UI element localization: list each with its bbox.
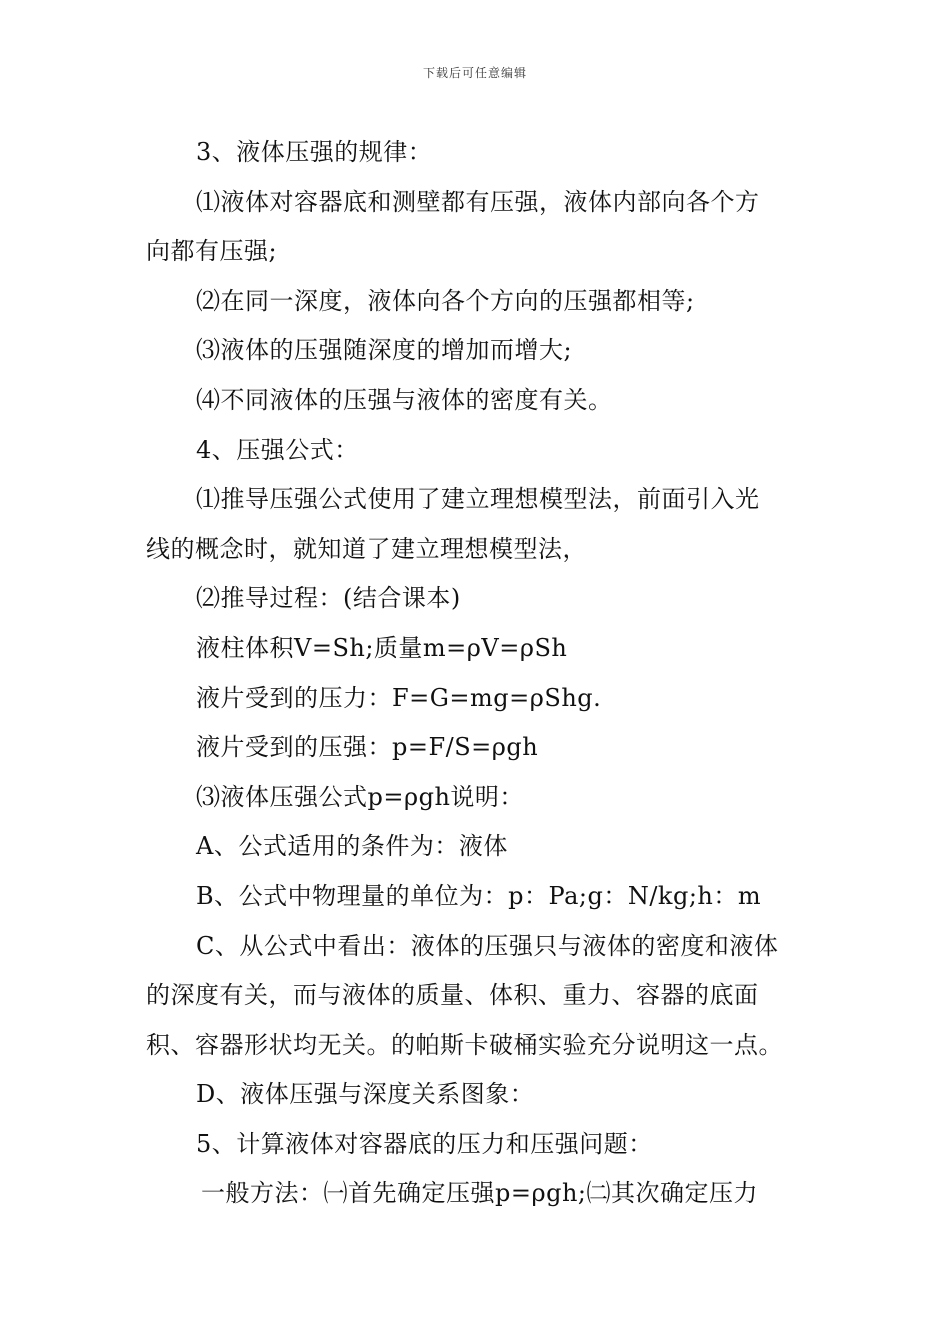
section-5-heading: 5、计算液体对容器底的压力和压强问题： [196, 1129, 653, 1158]
paragraph-line: ⑴液体对容器底和测壁都有压强，液体内部向各个方 [196, 187, 760, 216]
list-item: C、从公式中看出：液体的压强只与液体的密度和液体 [196, 931, 779, 960]
paragraph-line: ⑶液体的压强随深度的增加而增大; [196, 336, 573, 365]
paragraph-line: ⑶液体压强公式p=ρgh说明： [196, 782, 524, 811]
paragraph-line: ⑷不同液体的压强与液体的密度有关。 [196, 385, 613, 414]
formula-line: 液柱体积V=Sh;质量m=ρV=ρSh [196, 633, 568, 662]
paragraph-line: ⑵推导过程：(结合课本) [196, 584, 461, 613]
section-3-heading: 3、液体压强的规律： [196, 138, 433, 166]
formula-line: 液片受到的压强：p=F/S=ρgh [196, 733, 539, 762]
page-header: 下载后可任意编辑 [422, 66, 527, 80]
list-item: D、液体压强与深度关系图象： [196, 1080, 535, 1109]
document-body [146, 128, 810, 1219]
paragraph-line: ⑴推导压强公式使用了建立理想模型法，前面引入光 [196, 485, 760, 514]
paragraph-line: 一般方法：㈠首先确定压强p=ρgh;㈡其次确定压力 [201, 1179, 758, 1208]
list-item: B、公式中物理量的单位为：p：Pa;g：N/kg;h：m [196, 881, 762, 910]
paragraph-line: ⑵在同一深度，液体向各个方向的压强都相等; [196, 286, 695, 315]
paragraph-line: 线的概念时，就知道了建立理想模型法， [146, 534, 587, 563]
paragraph-line: 积、容器形状均无关。的帕斯卡破桶实验充分说明这一点。 [146, 1030, 783, 1059]
paragraph-line: 的深度有关，而与液体的质量、体积、重力、容器的底面 [146, 981, 759, 1010]
formula-line: 液片受到的压力：F=G=mg=ρShg. [196, 683, 602, 712]
list-item: A、公式适用的条件为：液体 [196, 832, 508, 861]
section-4-heading: 4、压强公式： [196, 435, 359, 464]
paragraph-line: 向都有压强; [146, 237, 278, 266]
